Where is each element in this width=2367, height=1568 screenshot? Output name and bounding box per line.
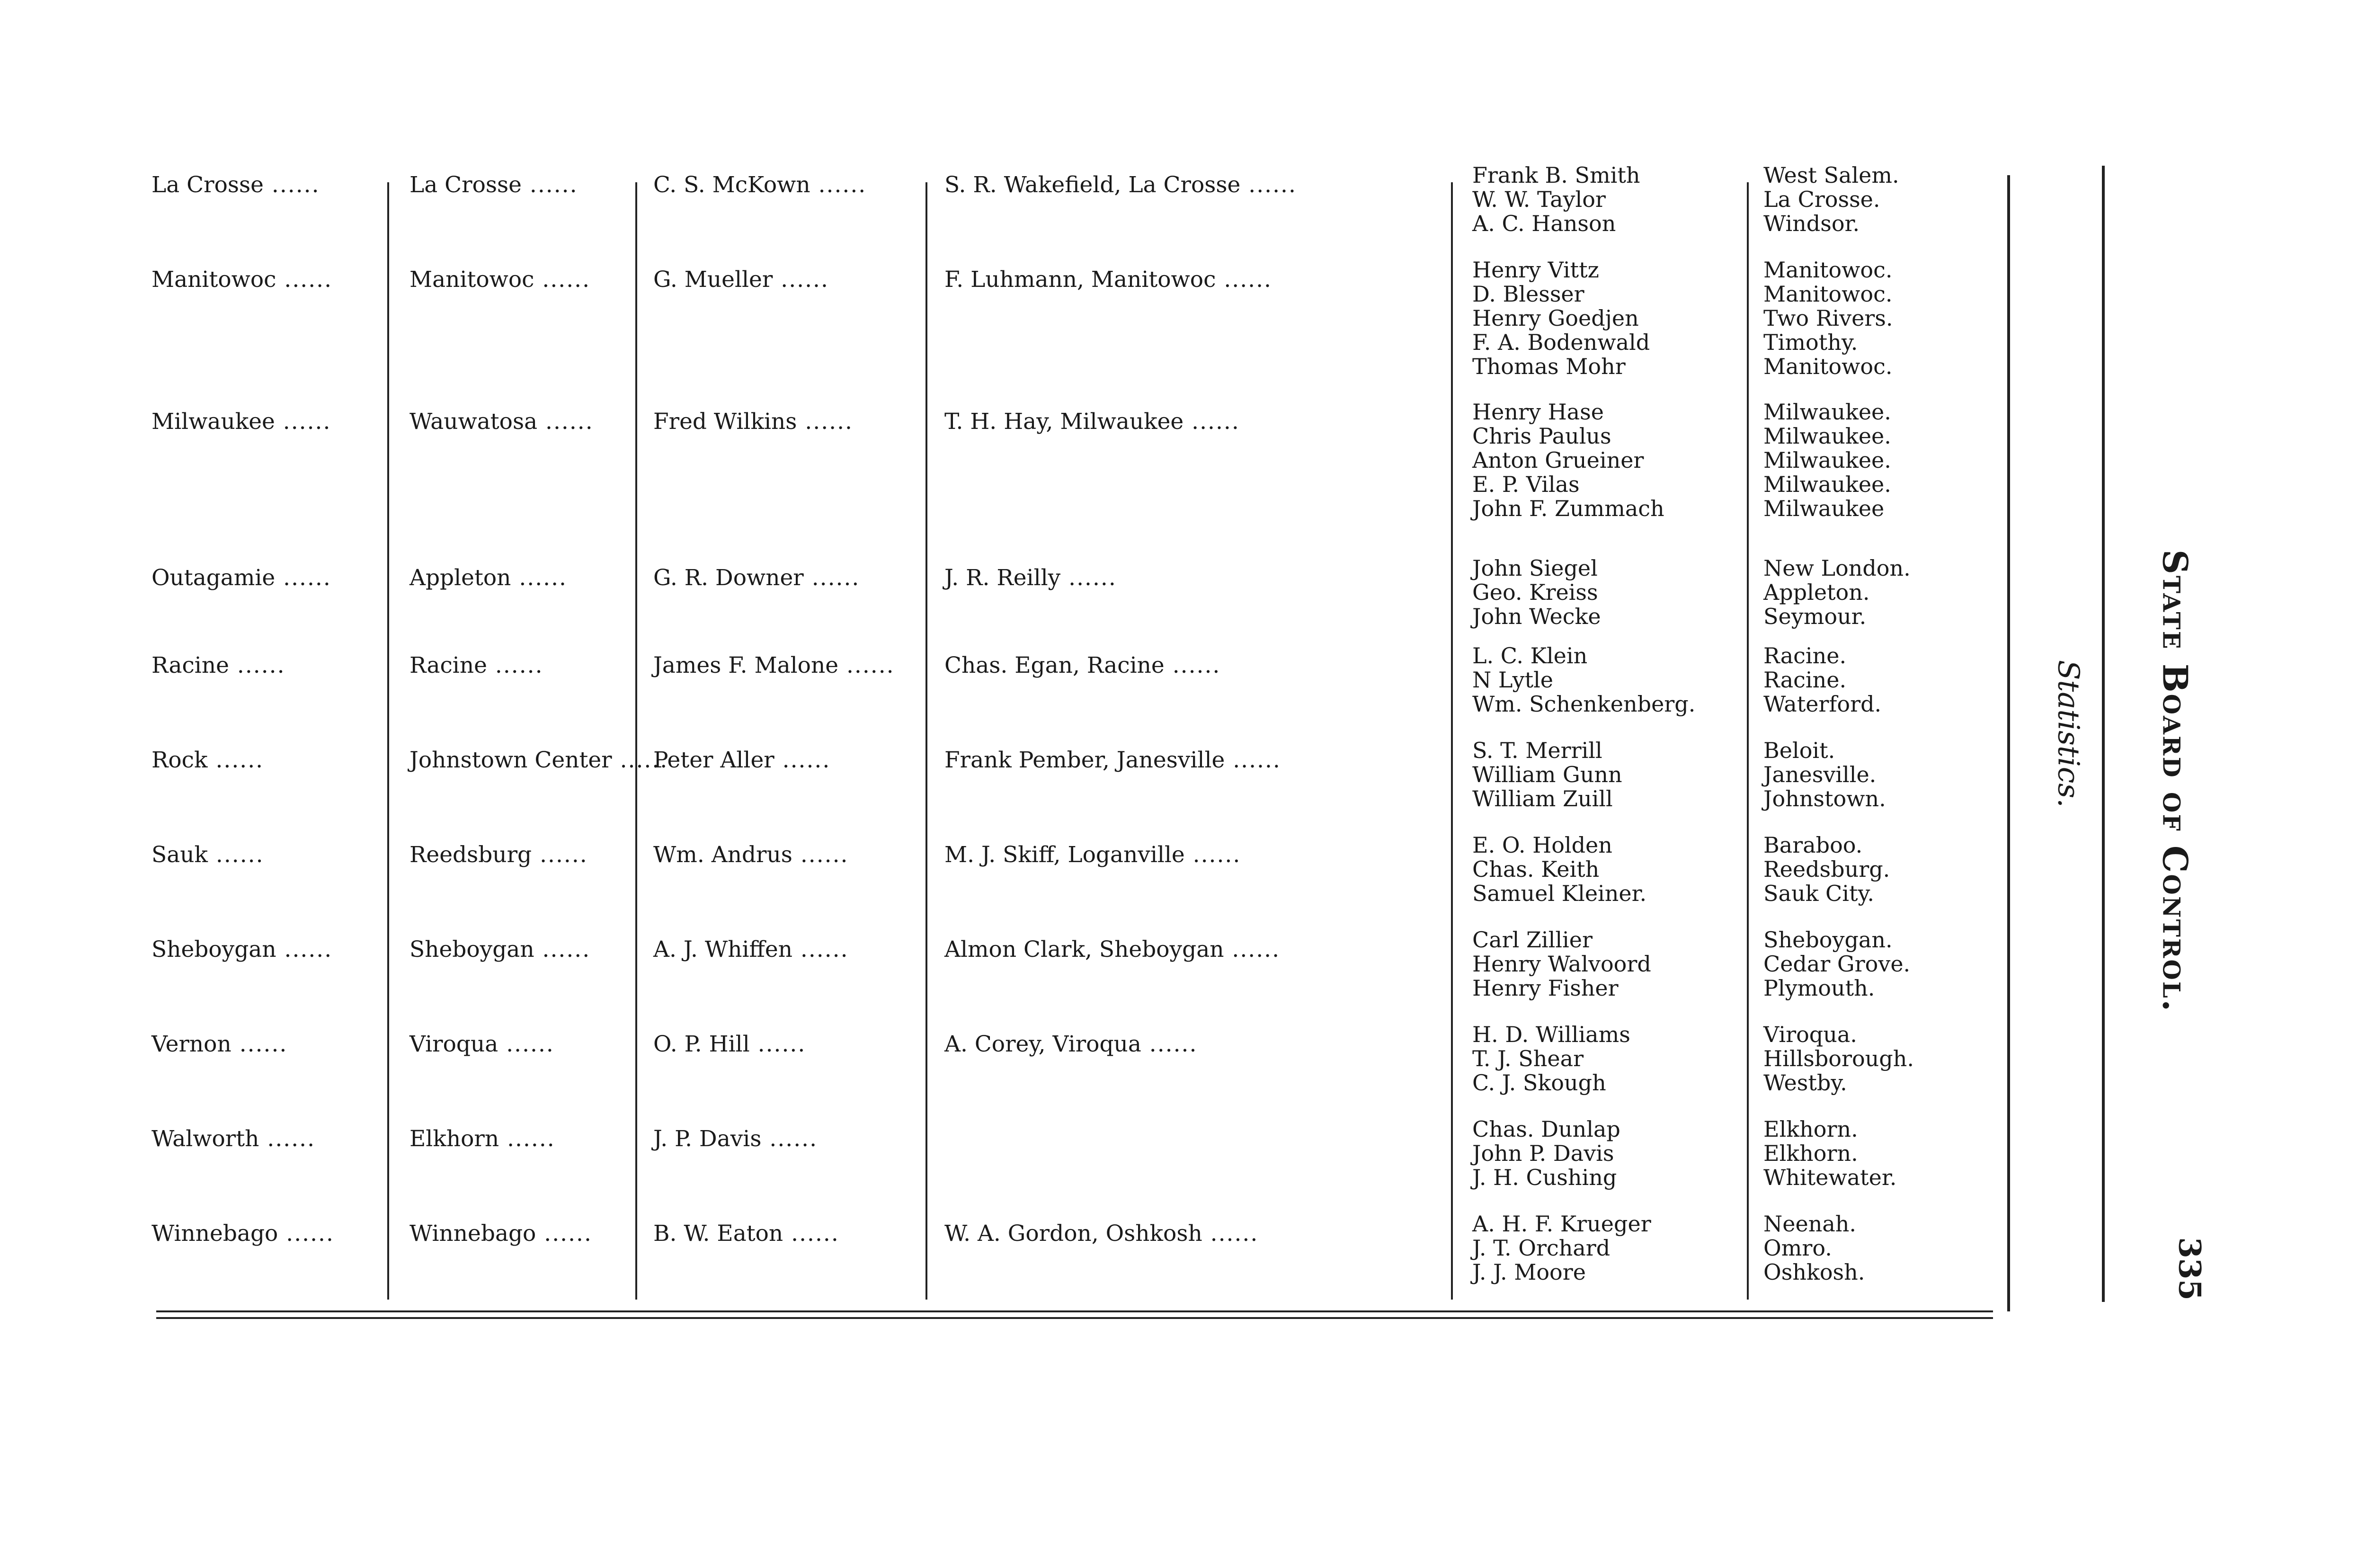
trustee-name: Samuel Kleiner. [1472,881,1647,906]
superintendent-name: A. J. Whiffen ...... [653,937,849,962]
physician-name: J. R. Reilly ...... [944,566,1117,590]
post-office: Johnstown. [1763,786,1886,811]
physician-name: S. R. Wakefield, La Crosse ...... [944,173,1297,197]
post-office: Two Rivers. [1763,305,1893,331]
post-office: Windsor. [1763,211,1860,236]
county-name: Sauk ...... [151,843,264,867]
county-name: Outagamie ...... [151,566,331,590]
table-row [151,738,1998,838]
bottom-rule [156,1317,1993,1319]
county-name: Sheboygan ...... [151,937,332,962]
asylum-location: Winnebago ...... [409,1221,592,1246]
trustee-name: Geo. Kreiss [1472,579,1598,605]
trustees-list [1472,400,1664,521]
post-office: Oshkosh. [1763,1259,1865,1285]
trustee-name: F. A. Bodenwald [1472,330,1650,355]
post-office: Seymour. [1763,604,1867,629]
asylum-location: Sheboygan ...... [409,937,590,962]
column-rule [1451,182,1453,1300]
post-office: Appleton. [1763,579,1870,605]
post-office: Milwaukee. [1763,472,1891,497]
post-office: Racine. [1763,643,1847,668]
trustees-list [1472,739,1622,811]
post-office: Hillsborough. [1763,1046,1914,1071]
superintendent-name: C. S. McKown ...... [653,173,866,197]
asylum-location: Elkhorn ...... [409,1127,555,1151]
physician-name: Frank Pember, Janesville ...... [944,748,1281,773]
asylum-location: Manitowoc ...... [409,267,590,292]
trustee-name: J. H. Cushing [1472,1165,1617,1190]
table-row [151,399,1998,521]
trustee-name: N Lytle [1472,667,1554,693]
trustee-name: Henry Walvoord [1472,951,1651,977]
post-office: Whitewater. [1763,1165,1897,1190]
post-office: Plymouth. [1763,975,1875,1001]
post-office-list [1763,833,1890,906]
post-office: Beloit. [1763,738,1835,763]
post-office: Baraboo. [1763,832,1863,858]
trustee-name: John F. Zummach [1472,496,1664,521]
trustee-name: E. O. Holden [1472,832,1612,858]
trustee-name: Henry Fisher [1472,975,1619,1001]
trustee-name: S. T. Merrill [1472,738,1602,763]
trustee-name: C. J. Skough [1472,1070,1606,1096]
column-rule [925,182,927,1300]
trustee-name: Henry Goedjen [1472,305,1639,331]
trustee-name: A. H. F. Krueger [1472,1211,1651,1237]
page-number: 335 [2171,1237,2207,1301]
trustees-list [1472,928,1651,1000]
physician-name: F. Luhmann, Manitowoc ...... [944,267,1272,292]
table-row [151,555,1998,656]
post-office: Waterford. [1763,691,1882,717]
trustees-list [1472,833,1646,906]
superintendent-name: J. P. Davis ...... [653,1127,818,1151]
physician-name: Chas. Egan, Racine ...... [944,653,1220,678]
trustee-name: Chas. Dunlap [1472,1116,1620,1142]
trustee-name: Henry Vittz [1472,257,1599,283]
physician-name: M. J. Skiff, Loganville ...... [944,843,1241,867]
county-name: Winnebago ...... [151,1221,334,1246]
trustee-name: Frank B. Smith [1472,162,1640,188]
column-rule [387,182,389,1300]
superintendent-name: Fred Wilkins ...... [653,410,853,434]
trustee-name: E. P. Vilas [1472,472,1580,497]
post-office-list [1763,400,1891,521]
trustee-name: John P. Davis [1472,1140,1614,1166]
post-office-list [1763,928,1910,1000]
asylum-location: Reedsburg ...... [409,843,588,867]
trustee-name: W. W. Taylor [1472,187,1606,212]
post-office: Milwaukee. [1763,399,1891,425]
trustee-name: H. D. Williams [1472,1022,1630,1047]
county-name: Milwaukee ...... [151,410,331,434]
asylum-location: Appleton ...... [409,566,567,590]
post-office: Westby. [1763,1070,1847,1096]
county-name: Racine ...... [151,653,285,678]
post-office-list [1763,258,1893,379]
trustees-list [1472,1023,1630,1095]
table-row [151,162,1998,263]
post-office: Reedsburg. [1763,856,1890,882]
asylum-location: Wauwatosa ...... [409,410,594,434]
table-row [151,1116,1998,1217]
post-office: Janesville. [1763,762,1877,787]
trustee-name: J. J. Moore [1472,1259,1586,1285]
post-office: Manitowoc. [1763,257,1893,283]
trustee-name: D. Blesser [1472,281,1584,307]
post-office-list [1763,739,1886,811]
post-office-list [1763,556,1911,629]
post-office: Elkhorn. [1763,1140,1858,1166]
trustee-name: John Wecke [1472,604,1601,629]
post-office: Manitowoc. [1763,281,1893,307]
post-office-list [1763,1212,1865,1284]
table-row [151,1211,1998,1311]
trustees-list [1472,556,1601,629]
trustees-list [1472,258,1650,379]
trustee-name: T. J. Shear [1472,1046,1584,1071]
trustee-name: A. C. Hanson [1472,211,1616,236]
post-office: Sauk City. [1763,881,1874,906]
county-name: Rock ...... [151,748,264,773]
superintendent-name: Wm. Andrus ...... [653,843,849,867]
post-office: Viroqua. [1763,1022,1857,1047]
trustees-list [1472,1117,1620,1190]
trustee-name: William Gunn [1472,762,1622,787]
asylum-location: La Crosse ...... [409,173,578,197]
superintendent-name: G. R. Downer ...... [653,566,860,590]
superintendent-name: B. W. Eaton ...... [653,1221,839,1246]
county-name: La Crosse ...... [151,173,320,197]
side-rule [2007,175,2010,1311]
running-title: State Board of Control. [2155,549,2196,1013]
post-office: West Salem. [1763,162,1899,188]
trustees-list [1472,1212,1651,1284]
superintendent-name: O. P. Hill ...... [653,1032,806,1057]
column-rule [1747,182,1749,1300]
county-name: Walworth ...... [151,1127,315,1151]
bottom-rule [156,1310,1993,1312]
post-office: La Crosse. [1763,187,1880,212]
county-name: Manitowoc ...... [151,267,332,292]
table-row [151,257,1998,379]
asylum-location: Racine ...... [409,653,543,678]
trustee-name: Thomas Mohr [1472,354,1626,379]
trustee-name: J. T. Orchard [1472,1235,1611,1261]
post-office-list [1763,1023,1914,1095]
superintendent-name: James F. Malone ...... [653,653,895,678]
physician-name: W. A. Gordon, Oshkosh ...... [944,1221,1258,1246]
trustee-name: Chris Paulus [1472,423,1611,449]
post-office: Elkhorn. [1763,1116,1858,1142]
superintendent-name: G. Mueller ...... [653,267,829,292]
running-subtitle: Statistics. [2051,660,2086,808]
post-office: New London. [1763,555,1911,581]
physician-name: A. Corey, Viroqua ...... [944,1032,1197,1057]
trustee-name: William Zuill [1472,786,1613,811]
post-office-list [1763,1117,1896,1190]
post-office: Milwaukee [1763,496,1885,521]
post-office: Sheboygan. [1763,927,1893,953]
column-rule [635,182,637,1300]
post-office-list [1763,644,1881,716]
trustees-list [1472,163,1640,236]
trustee-name: Anton Grueiner [1472,447,1644,473]
post-office: Milwaukee. [1763,423,1891,449]
table-row [151,1022,1998,1122]
asylum-location: Viroqua ...... [409,1032,554,1057]
side-rule [2102,166,2105,1302]
trustee-name: Chas. Keith [1472,856,1600,882]
trustees-list [1472,644,1695,716]
post-office: Milwaukee. [1763,447,1891,473]
table-row [151,832,1998,933]
table-row [151,643,1998,743]
post-office: Racine. [1763,667,1847,693]
post-office: Omro. [1763,1235,1832,1261]
post-office: Cedar Grove. [1763,951,1911,977]
trustee-name: Carl Zillier [1472,927,1593,953]
post-office: Timothy. [1763,330,1858,355]
trustee-name: Wm. Schenkenberg. [1472,691,1696,717]
physician-name: Almon Clark, Sheboygan ...... [944,937,1280,962]
superintendent-name: Peter Aller ...... [653,748,830,773]
county-name: Vernon ...... [151,1032,287,1057]
post-office-list [1763,163,1899,236]
asylum-location: Johnstown Center ...... [409,748,668,773]
post-office: Manitowoc. [1763,354,1893,379]
trustee-name: Henry Hase [1472,399,1604,425]
table-row [151,927,1998,1027]
physician-name: T. H. Hay, Milwaukee ...... [944,410,1240,434]
trustee-name: John Siegel [1472,555,1598,581]
trustee-name: L. C. Klein [1472,643,1588,668]
post-office: Neenah. [1763,1211,1856,1237]
